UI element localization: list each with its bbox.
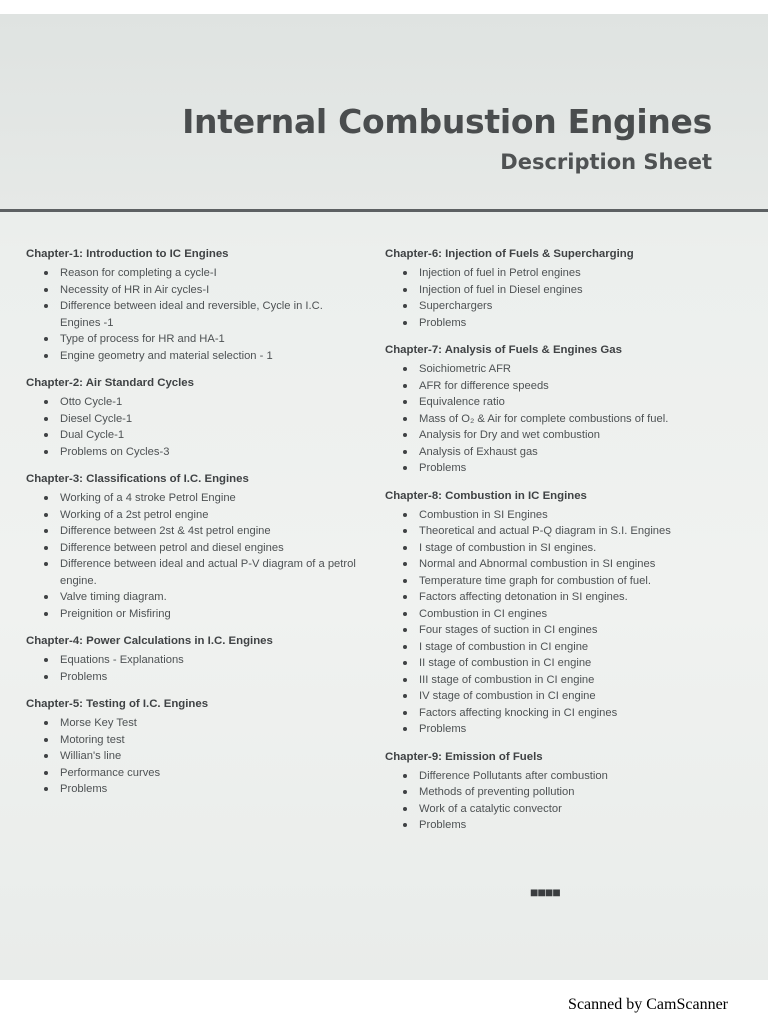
- topic-item: Superchargers: [403, 298, 745, 315]
- chapter-title: Chapter-1: Introduction to IC Engines: [26, 248, 229, 260]
- topic-item: Difference between ideal and reversible, Cycle in I.C. Engines -1: [44, 298, 366, 331]
- topic-item: Performance curves: [44, 765, 366, 782]
- topic-item: Problems: [403, 721, 745, 738]
- topic-item: Necessity of HR in Air cycles-I: [44, 282, 366, 299]
- topic-item: Otto Cycle-1: [44, 394, 366, 411]
- chapter-title: Chapter-5: Testing of I.C. Engines: [26, 698, 209, 710]
- topic-item: Difference between ideal and actual P-V diagram of a petrol engine.: [44, 556, 366, 589]
- topic-item: Diesel Cycle-1: [44, 411, 366, 428]
- topic-item: Reason for completing a cycle-I: [44, 265, 366, 282]
- header-divider: [0, 209, 768, 212]
- topic-item: Valve timing diagram.: [44, 589, 366, 606]
- chapter-title: Chapter-2: Air Standard Cycles: [26, 377, 194, 389]
- chapter-section: [26, 377, 366, 460]
- chapter-section: [26, 698, 366, 798]
- chapter-section: [385, 344, 745, 477]
- chapter-section: [385, 751, 745, 834]
- page-header: [0, 14, 768, 210]
- topic-item: Type of process for HR and HA-1: [44, 331, 366, 348]
- chapter-topic-list: [385, 768, 745, 834]
- topic-item: Normal and Abnormal combustion in SI engines: [403, 556, 745, 573]
- topic-item: Combustion in SI Engines: [403, 507, 745, 524]
- right-column: [385, 248, 745, 847]
- topic-item: II stage of combustion in CI engine: [403, 655, 745, 672]
- chapter-section: [385, 248, 745, 331]
- topic-item: Injection of fuel in Petrol engines: [403, 265, 745, 282]
- topic-item: Motoring test: [44, 732, 366, 749]
- topic-item: Equivalence ratio: [403, 394, 745, 411]
- scanned-page: [0, 14, 768, 980]
- chapter-title: Chapter-4: Power Calculations in I.C. Engines: [26, 635, 273, 647]
- topic-item: I stage of combustion in CI engine: [403, 639, 745, 656]
- chapter-title: Chapter-8: Combustion in IC Engines: [385, 489, 587, 502]
- topic-item: Work of a catalytic convector: [403, 801, 745, 818]
- topic-item: Factors affecting knocking in CI engines: [403, 705, 745, 722]
- chapter-topic-list: [26, 394, 366, 460]
- topic-item: Equations - Explanations: [44, 652, 366, 669]
- topic-item: Working of a 2st petrol engine: [44, 507, 366, 524]
- topic-item: Difference Pollutants after combustion: [403, 768, 745, 785]
- topic-item: Four stages of suction in CI engines: [403, 622, 745, 639]
- topic-item: I stage of combustion in SI engines.: [403, 540, 745, 557]
- topic-item: Preignition or Misfiring: [44, 606, 366, 623]
- end-mark: ■■■■: [530, 884, 560, 900]
- topic-item: Difference between petrol and diesel engines: [44, 540, 366, 557]
- topic-item: Problems: [403, 817, 745, 834]
- chapter-title: Chapter-9: Emission of Fuels: [385, 750, 543, 763]
- topic-item: Problems on Cycles-3: [44, 444, 366, 461]
- topic-item: Combustion in CI engines: [403, 606, 745, 623]
- chapter-title: Chapter-3: Classifications of I.C. Engines: [26, 473, 249, 485]
- chapter-title: Chapter-6: Injection of Fuels & Supercharging: [385, 248, 634, 260]
- topic-item: Problems: [44, 669, 366, 686]
- topic-item: III stage of combustion in CI engine: [403, 672, 745, 689]
- chapter-topic-list: [26, 265, 366, 364]
- topic-item: Problems: [403, 315, 745, 332]
- topic-item: Willian's line: [44, 748, 366, 765]
- topic-item: Engine geometry and material selection - 1: [44, 348, 366, 365]
- topic-item: Dual Cycle-1: [44, 427, 366, 444]
- chapter-section: [385, 490, 745, 738]
- chapter-topic-list: [385, 265, 745, 331]
- topic-item: Soichiometric AFR: [403, 361, 745, 378]
- topic-item: Analysis for Dry and wet combustion: [403, 427, 745, 444]
- chapter-section: [26, 635, 366, 685]
- topic-item: Working of a 4 stroke Petrol Engine: [44, 490, 366, 507]
- topic-item: IV stage of combustion in CI engine: [403, 688, 745, 705]
- topic-item: Problems: [403, 460, 745, 477]
- topic-item: Temperature time graph for combustion of fuel.: [403, 573, 745, 590]
- topic-item: Mass of O₂ & Air for complete combustions of fuel.: [403, 411, 745, 428]
- chapter-topic-list: [26, 652, 366, 685]
- chapter-section: [26, 248, 366, 364]
- topic-item: Difference between 2st & 4st petrol engine: [44, 523, 366, 540]
- topic-item: Analysis of Exhaust gas: [403, 444, 745, 461]
- scanner-watermark: Scanned by CamScanner: [568, 996, 728, 1013]
- chapter-section: [26, 473, 366, 622]
- chapter-topic-list: [385, 361, 745, 477]
- document-title: Internal Combustion Engines: [182, 102, 712, 141]
- topic-item: Injection of fuel in Diesel engines: [403, 282, 745, 299]
- left-column: [26, 248, 366, 811]
- chapter-topic-list: [26, 715, 366, 798]
- chapter-title: Chapter-7: Analysis of Fuels & Engines Gas: [385, 344, 622, 356]
- chapter-topic-list: [385, 507, 745, 738]
- chapter-topic-list: [26, 490, 366, 622]
- document-subtitle: Description Sheet: [500, 150, 712, 174]
- topic-item: AFR for difference speeds: [403, 378, 745, 395]
- topic-item: Morse Key Test: [44, 715, 366, 732]
- topic-item: Problems: [44, 781, 366, 798]
- topic-item: Theoretical and actual P-Q diagram in S.I. Engines: [403, 523, 745, 540]
- topic-item: Methods of preventing pollution: [403, 784, 745, 801]
- topic-item: Factors affecting detonation in SI engines.: [403, 589, 745, 606]
